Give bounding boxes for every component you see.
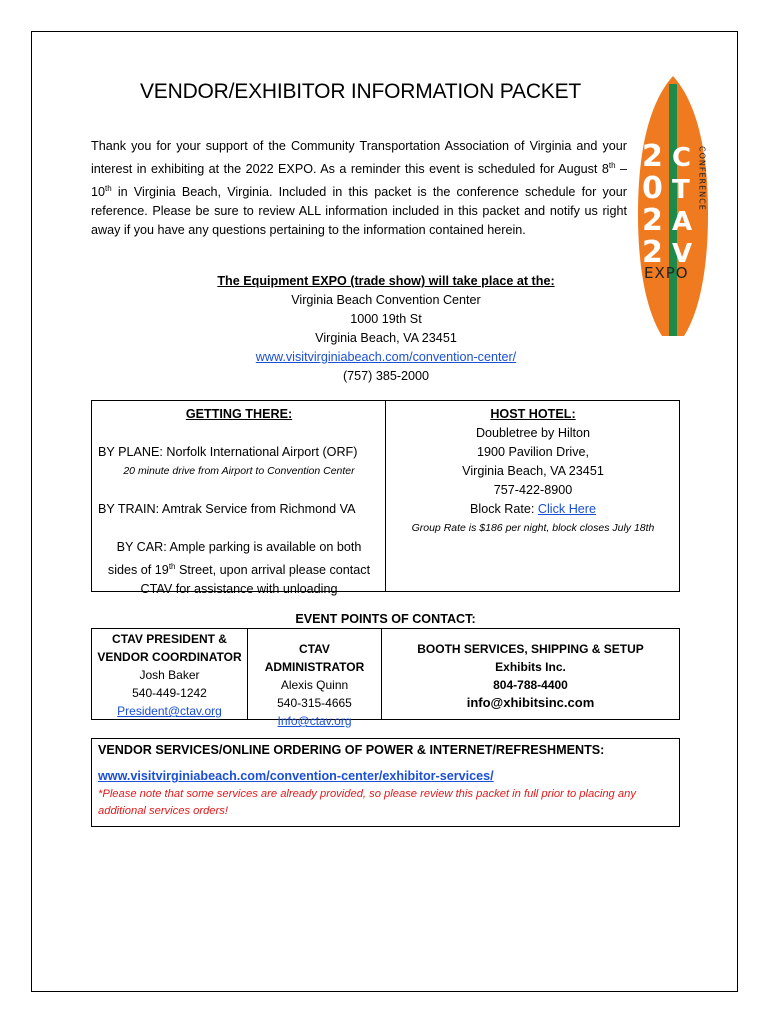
intro-sup-2: th: [105, 184, 112, 194]
vendor-services-box: [91, 738, 680, 827]
hotel-phone: 757-422-8900: [493, 483, 573, 497]
hotel-city: Virginia Beach, VA 23451: [462, 464, 604, 478]
contacts-table: [91, 628, 680, 728]
intro-text-3: in Virginia Beach, Virginia. Included in this packet is the conference schedule for your reference. Please be sure to review ALL information included in this packet and notify us right away if you have any questions pertaining to the information contained herein.: [91, 185, 627, 238]
by-train-text: BY TRAIN: Amtrak Service from Richmond VA: [98, 502, 356, 516]
logo-letter-v: V: [672, 239, 693, 269]
president-phone: 540-449-1242: [132, 686, 207, 700]
president-contact: [92, 629, 248, 719]
venue-block: [91, 272, 681, 386]
services-note: *Please note that some services are already provided, so please review this packet in full prior to placing any additional services orders!: [98, 788, 636, 817]
intro-paragraph: [91, 137, 627, 240]
services-url-link[interactable]: www.visitvirginiabeach.com/convention-center/exhibitor-services/: [98, 769, 494, 783]
click-here-link[interactable]: Click Here: [537, 502, 596, 516]
administrator-email-link[interactable]: Info@ctav.org: [277, 714, 352, 728]
booth-role: BOOTH SERVICES, SHIPPING & SETUP: [417, 642, 644, 656]
venue-url-link[interactable]: www.visitvirginiabeach.com/convention-center/: [255, 350, 517, 364]
administrator-role: CTAV ADMINISTRATOR: [264, 642, 365, 674]
logo-side-text: CONFERENCE: [697, 146, 707, 211]
hotel-rate-note: Group Rate is $186 per night, block closes July 18th: [411, 522, 655, 534]
president-name: Josh Baker: [139, 668, 200, 682]
administrator-phone: 540-315-4665: [277, 696, 352, 710]
venue-heading: The Equipment EXPO (trade show) will take place at the:: [217, 274, 555, 288]
by-plane-text: BY PLANE: Norfolk International Airport (ORF): [98, 445, 358, 459]
logo-letter-a: A: [672, 207, 693, 237]
administrator-contact: [248, 629, 382, 728]
intro-text-1: Thank you for your support of the Community Transportation Association of Virginia and your interest in exhibiting at the 2022 EXPO. As a reminder this event is scheduled for August 8: [91, 139, 627, 177]
contacts-heading: EVENT POINTS OF CONTACT:: [295, 612, 476, 626]
logo-year-digit-4: 2: [642, 235, 663, 270]
president-role: CTAV PRESIDENT & VENDOR COORDINATOR: [97, 632, 242, 664]
by-car-part-2: Street, upon arrival please contact CTAV for assistance with unloading: [140, 563, 371, 597]
logo-letter-c: C: [672, 143, 692, 173]
logo-expo-text: EXPO: [644, 264, 689, 282]
host-hotel-heading: HOST HOTEL:: [490, 407, 576, 421]
booth-name: Exhibits Inc.: [495, 660, 566, 674]
venue-name: Virginia Beach Convention Center: [291, 293, 481, 307]
booth-email: info@xhibitsinc.com: [466, 695, 595, 710]
block-rate-label: Block Rate:: [470, 502, 538, 516]
table-divider: [385, 401, 386, 591]
logo-year-digit-3: 2: [642, 203, 663, 238]
intro-text-2: – 10: [91, 162, 627, 200]
logo-year-digit-1: 2: [642, 139, 663, 174]
president-email-link[interactable]: President@ctav.org: [117, 704, 222, 718]
venue-city: Virginia Beach, VA 23451: [315, 331, 457, 345]
services-heading: VENDOR SERVICES/ONLINE ORDERING OF POWER & INTERNET/REFRESHMENTS:: [98, 743, 605, 757]
ctav-conference-logo: [636, 74, 710, 340]
by-car-text: [98, 538, 380, 599]
by-plane-note: 20 minute drive from Airport to Convention Center: [123, 465, 355, 477]
venue-phone: (757) 385-2000: [342, 369, 430, 383]
logo-year-digit-2: 0: [642, 171, 663, 206]
by-car-part-1: BY CAR: Ample parking is available on both sides of 19: [107, 540, 362, 578]
venue-street: 1000 19th St: [350, 312, 422, 326]
page-title: VENDOR/EXHIBITOR INFORMATION PACKET: [140, 80, 582, 103]
getting-there-heading: GETTING THERE:: [185, 407, 293, 421]
travel-hotel-table: [91, 400, 680, 597]
host-hotel-column: [390, 405, 676, 538]
booth-services-contact: [382, 629, 679, 719]
by-car-sup: th: [168, 562, 176, 571]
hotel-name: Doubletree by Hilton: [475, 426, 591, 440]
booth-phone: 804-788-4400: [493, 678, 568, 692]
hotel-block-rate: [390, 500, 676, 519]
logo-letter-t: T: [672, 175, 690, 205]
getting-there-column: [98, 405, 380, 599]
administrator-name: Alexis Quinn: [280, 678, 349, 692]
intro-sup-1: th: [608, 161, 616, 170]
hotel-street: 1900 Pavilion Drive,: [476, 445, 589, 459]
